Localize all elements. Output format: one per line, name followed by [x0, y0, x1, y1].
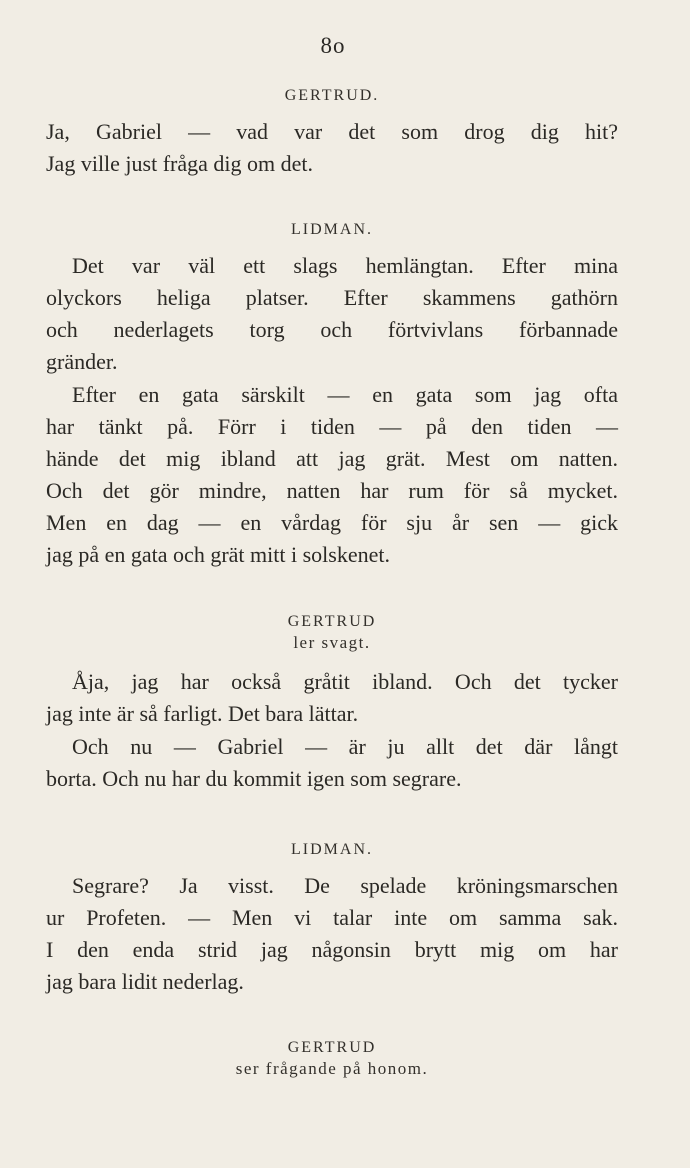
- stage-direction: ser frågande på honom.: [235, 1059, 429, 1078]
- speech-gertrud-2-para-1: [46, 666, 618, 730]
- speaker-name: LIDMAN.: [291, 221, 373, 238]
- speech-gertrud-1-text: [46, 116, 618, 180]
- text-line: Jag ville just fråga dig om det.: [46, 151, 313, 176]
- speech-gertrud-2: [46, 612, 618, 654]
- speaker-name: GERTRUD: [287, 613, 377, 630]
- text-line: har tänkt på. Förr i tiden — på den tiden —: [46, 414, 618, 439]
- text-line: Men en dag — en vårdag för sju år sen — gick: [46, 510, 618, 535]
- speaker-name: LIDMAN.: [291, 841, 373, 858]
- text-line: Efter en gata särskilt — en gata som jag ofta: [72, 382, 618, 407]
- text-line: Åja, jag har också gråtit ibland. Och det tycker: [72, 669, 618, 694]
- page-number: 8o: [320, 33, 346, 58]
- stage-direction: ler svagt.: [293, 633, 371, 652]
- speaker-name: GERTRUD: [287, 1039, 377, 1056]
- text-line: jag inte är så farligt. Det bara lättar.: [46, 701, 359, 726]
- speaker-name: GERTRUD.: [284, 87, 380, 104]
- speech-lidman-1-para-2: [46, 379, 618, 571]
- text-line: borta. Och nu har du kommit igen som segrare.: [46, 766, 462, 791]
- text-line: jag bara lidit nederlag.: [46, 969, 244, 994]
- text-line: Segrare? Ja visst. De spelade kröningsmarschen: [72, 873, 618, 898]
- speech-gertrud-2-para-2: [46, 731, 618, 795]
- text-line: jag på en gata och grät mitt i solskenet.: [46, 542, 390, 567]
- text-line: hände det mig ibland att jag grät. Mest om natten.: [46, 446, 618, 471]
- text-line: olyckors heliga platser. Efter skammens gathörn: [46, 285, 618, 310]
- speech-lidman-1: [46, 220, 618, 240]
- speech-gertrud-3: [46, 1038, 618, 1080]
- text-line: ur Profeten. — Men vi talar inte om samma sak.: [46, 905, 618, 930]
- text-line: gränder.: [46, 349, 118, 374]
- speech-lidman-2: [46, 840, 618, 860]
- text-line: Och det gör mindre, natten har rum för så mycket.: [46, 478, 618, 503]
- text-line: I den enda strid jag någonsin brytt mig om har: [46, 937, 618, 962]
- speech-gertrud-1: [46, 86, 618, 106]
- text-line: Och nu — Gabriel — är ju allt det där långt: [72, 734, 618, 759]
- text-line: Ja, Gabriel — vad var det som drog dig hit?: [46, 119, 618, 144]
- speech-lidman-1-para-1: [46, 250, 618, 378]
- speech-lidman-2-text: [46, 870, 618, 998]
- text-line: Det var väl ett slags hemlängtan. Efter mina: [72, 253, 618, 278]
- text-line: och nederlagets torg och förtvivlans förbannade: [46, 317, 618, 342]
